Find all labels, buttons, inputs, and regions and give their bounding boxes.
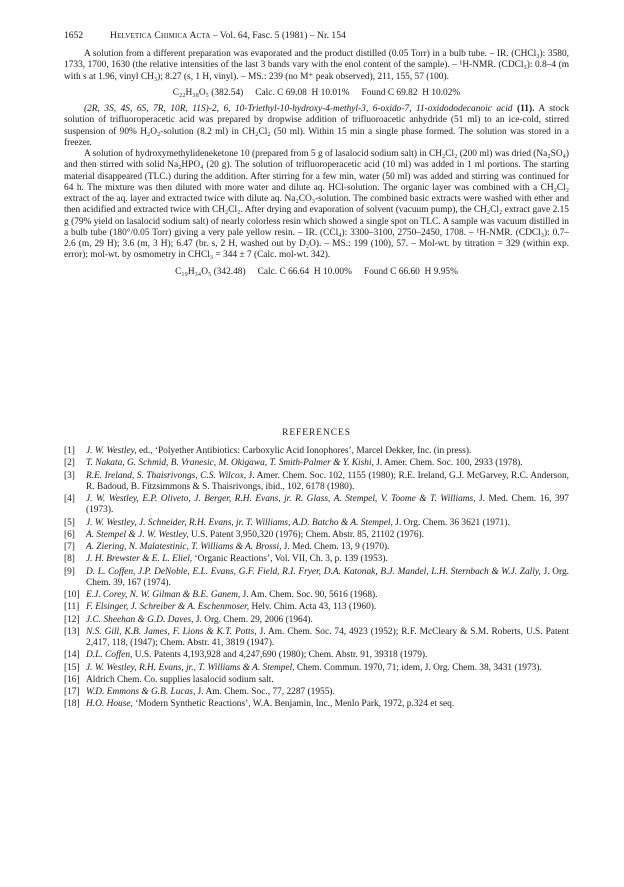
reference-item: [8] J. H. Brewster & E. L. Eliel, ‘Organic Reactions’, Vol. VII, Ch. 3, p. 139 (1953). [64, 554, 388, 565]
reference-item: [4] J. W. Westley, E.P. Oliveto, J. Berger, R.H. Evans, jr. R. Glass, A. Stempel, V. Toome & T. Williams, J. Med. Chem. 16, 397 (1973). [64, 494, 569, 516]
reference-item: [13] N.S. Gill, K.B. James, F. Lions & K.T. Potts, J. Am. Chem. Soc. 74, 4923 (1952); R.F. McCleary & S.M. Roberts, U.S. Patent 2,417, 118, (1947); Chem. Abstr. 41, 3819 (1947). [64, 626, 569, 648]
reference-item: [2] T. Nakata, G. Schmid, B. Vranesic, M. Okigawa, T. Smith-Palmer & Y. Kishi, J. Amer. Chem. Soc. 100, 2933 (1978). [64, 458, 523, 469]
references-heading: REFERENCES [282, 428, 351, 438]
journal-running-title [110, 30, 346, 41]
reference-item: [1] J. W. Westley, ed., ‘Polyether Antibiotics: Carboxylic Acid Ionophores’, Marcel Dekker, Inc. (in press). [64, 446, 472, 456]
reference-item: [15] J. W. Westley, R.H. Evans, jr., T. Williams & A. Stempel, Chem. Commun. 1970, 71; idem, J. Org. Chem. 38, 3431 (1973). [64, 662, 542, 673]
reference-item: [14] D.L. Coffen, U.S. Patents 4,193,928 and 4,247,690 (1980); Chem. Abstr. 91, 39318 (1979). [64, 650, 428, 661]
formula-composition: C₂₂H₃₈O₅ (382.54) [172, 87, 244, 98]
journal-name: Helvetica Chimica Acta [110, 30, 211, 41]
compound-number: (11). [517, 104, 535, 114]
formula-found: Found C 69.82 H 10.02% [361, 87, 461, 98]
reference-item: [12] J.C. Sheehan & G.D. Daves, J. Org. Chem. 29, 2006 (1964). [64, 614, 313, 625]
paragraph-distillation: A solution from a different preparation was evaporated and the product distilled (0.05 Torr) in a bulb tube. – IR. (CHCl₃): 3580, 1733, 1700, 1630 (the relative intensities of the last 3 bands vary with the enol content of the sample). – ¹H-NMR. (CDCl₃): 0.8–4 (m with s at 1.96, vinyl CH₃); 8.27 (s, 1 H, vinyl). – MS.: 239 (no M⁺ peak observed), 211, 155, 57 (100). [64, 49, 569, 82]
reference-item: [17] W.D. Emmons & G.B. Lucas, J. Am. Chem. Soc., 77, 2287 (1955). [64, 687, 335, 697]
references-list [64, 446, 569, 712]
page-number: 1652 [64, 30, 84, 41]
reference-item: [16] Aldrich Chem. Co. supplies lasalocid sodium salt. [64, 674, 274, 685]
elemental-analysis-1 [64, 88, 569, 99]
reference-item: [9] D. L. Coffen, J.P. DeNoble, E.L. Evans, G.F. Field, R.I. Fryer, D.A. Katonak, B.J. Mandel, L.H. Sternbach & W.J. Zally, J. Org. Chem. 39, 167 (1974). [64, 566, 569, 588]
reference-item: [7] A. Ziering, N. Malatestinic, T. Williams & A. Brossi, J. Med. Chem. 13, 9 (1970). [64, 542, 390, 552]
journal-issue: – Vol. 64, Fasc. 5 (1981) – Nr. 154 [212, 30, 346, 41]
running-header [64, 30, 569, 42]
formula-found: Found C 66.60 H 9.95% [363, 266, 458, 277]
formula-composition: C₁₉H₃₄O₅ (342.48) [175, 266, 246, 277]
formula-calc: Calc. C 69.08 H 10.01% [255, 87, 350, 98]
reference-item: [5] J. W. Westley, J. Schneider, R.H. Evans, jr. T. Williams, A.D. Batcho & A. Stempel, J. Org. Chem. 36 3621 (1971). [64, 517, 510, 528]
formula-calc: Calc. C 66.64 H 10.00% [257, 266, 352, 277]
paragraph-procedure: A solution of hydroxymethylideneketone 10 (prepared from 5 g of lasalocid sodium salt) in CH₂Cl₂ (200 ml) was dried (Na₂SO₄) and then stirred with solid Na₂HPO₄ (20 g). The solution of trifluoroperacetic acid (10 ml) was added in 1 ml portions. The starting material disappeared (TLC.) during the addition. After stirring for a few min, water (50 ml) was added and stirring was continued for 64 h. The mixture was then diluted with more water and dilute aq. HCl-solution. The organic layer was combined with a CH₂Cl₂ extract of the aq. layer and extracted twice with dilute aq. Na₂CO₃-solution. The combined basic extracts were washed with ether and then acidified and extracted twice with CH₂Cl₂. After drying and evaporation of solvent (vacuum pump), the CH₂Cl₂ extract gave 2.15 g (79% yield on lasalocid sodium salt) of nearly colorless resin which showed a single spot on TLC. A sample was vacuum distilled in a bulb tube (180°/0.05 Torr) giving a very pale yellow resin. – IR. (CCl₄): 3300–3100, 2750–2450, 1708. – ¹H-NMR. (CDCl₃): 0.7–2.6 (m, 29 H); 3.6 (m, 3 H); 6.47 (br. s, 2 H, washed out by D₂O). – MS.: 199 (100), 57. – Mol-wt. by titration = 329 (within exp. error); mol-wt. by osmometry in CHCl₃ = 344 ± 7 (Calc. mol-wt. 342). [64, 149, 569, 261]
reference-item: [6] A. Stempel & J. W. Westley, U.S. Patent 3,950,320 (1976); Chem. Abstr. 85, 21102 (1976). [64, 529, 424, 540]
reference-item: [11] F. Elsinger, J. Schreiber & A. Eschenmoser, Helv. Chim. Acta 43, 113 (1960). [64, 602, 377, 613]
elemental-analysis-2 [64, 267, 569, 278]
compound-procedure: A stock solution of trifluoroperacetic acid was prepared by dropwise addition of trifluoroacetic anhydride (51 ml) to an ice-cold, stirred suspension of 90% H₂O₂-solution (8.2 ml) in CH₂Cl₂ (50 ml). Within 15 min a single phase formed. The solution was stored in a freezer. [64, 104, 570, 148]
reference-item: [3] R.E. Ireland, S. Thaisrivongs, C.S. Wilcox, J. Amer. Chem. Soc. 102, 1155 (1980); R.E. Ireland, G.J. McGarvey, R.C. Anderson, R. Badoud, B. Fitzsimmons & S. Thaisrivongs, ibid., 102, 6178 (1980). [64, 470, 569, 492]
reference-item: [10] E.J. Corey, N. W. Gilman & B.E. Ganem, J. Am. Chem. Soc. 90, 5616 (1968). [64, 590, 378, 600]
reference-item: [18] H.O. House, ‘Modern Synthetic Reactions’, W.A. Benjamin, Inc., Menlo Park, 1972, p.324 et seq. [64, 699, 455, 710]
paragraph-compound-11 [64, 104, 569, 149]
compound-name: (2R, 3S, 4S, 6S, 7R, 10R, 11S)-2, 6, 10-Triethyl-10-hydroxy-4-methyl-3, 6-oxido-7, 11-oxidododecanoic acid [84, 104, 513, 114]
experimental-section [64, 49, 569, 283]
